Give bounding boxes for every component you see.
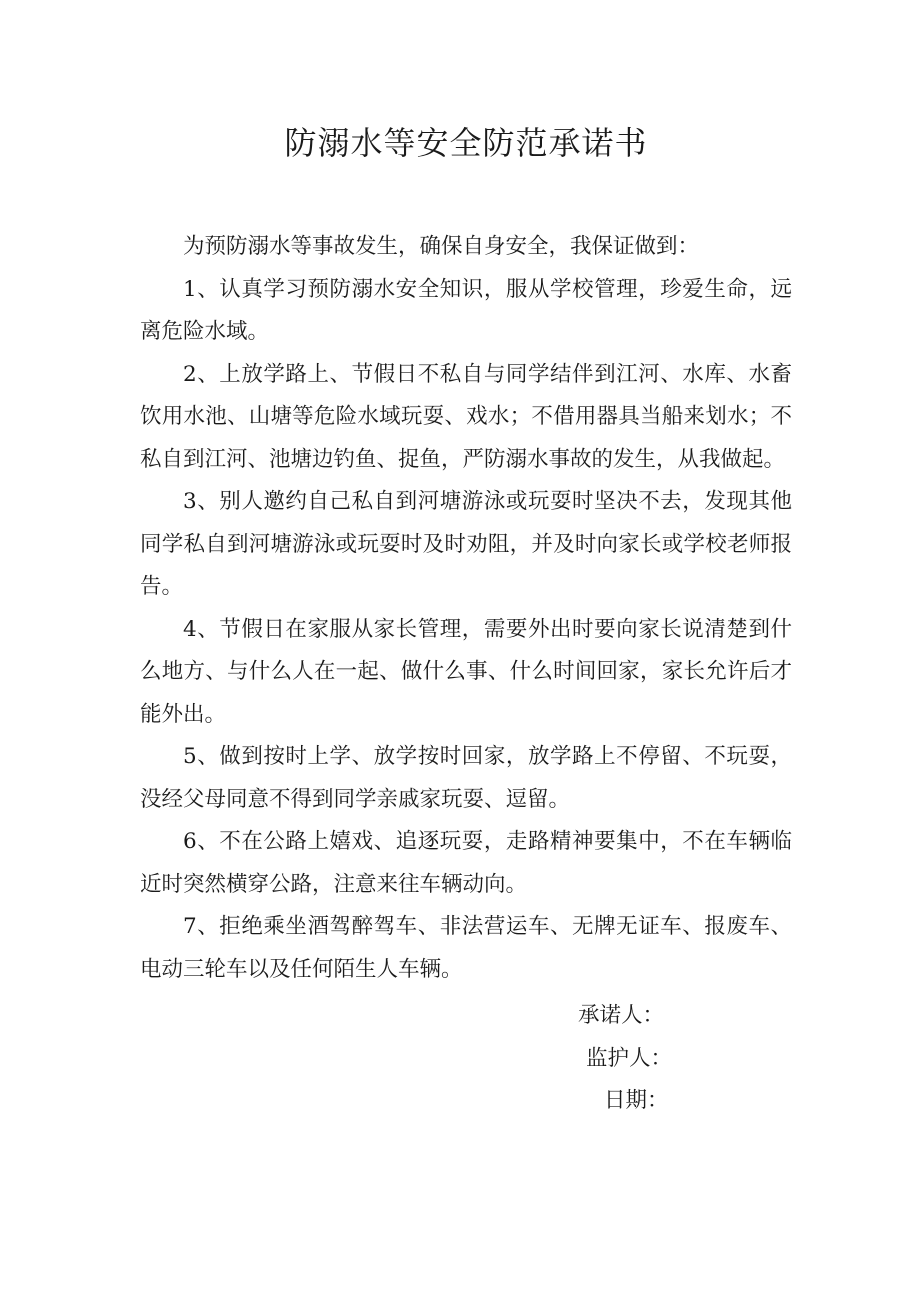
document-title: 防溺水等安全防范承诺书	[284, 124, 648, 162]
guardian-signature-label: 监护人：	[586, 1045, 673, 1071]
date-label: 日期：	[604, 1088, 669, 1113]
pledge-item-4: 4、节假日在家服从家长管理，需要外出时要向家长说清楚到什么地方、与什么人在一起、做什么事、什么时间回家，家长允许后才能外出。	[140, 616, 792, 727]
pledge-item-6: 6、不在公路上嬉戏、追逐玩耍，走路精神要集中，不在车辆临近时突然横穿公路，注意来往车辆动向。	[140, 829, 792, 897]
document-body	[140, 226, 792, 991]
promisor-signature-label: 承诺人：	[578, 1003, 665, 1028]
pledge-item-7: 7、拒绝乘坐酒驾醉驾车、非法营运车、无牌无证车、报废车、电动三轮车以及任何陌生人车辆。	[140, 914, 792, 982]
pledge-item-3: 3、别人邀约自己私自到河塘游泳或玩耍时坚决不去，发现其他同学私自到河塘游泳或玩耍时及时劝阻，并及时向家长或学校老师报告。	[140, 489, 792, 599]
pledge-item-2: 2、上放学路上、节假日不私自与同学结伴到江河、水库、水畜饮用水池、山塘等危险水域玩耍、戏水；不借用器具当船来划水；不私自到江河、池塘边钓鱼、捉鱼，严防溺水事故的发生，从我做起。	[140, 361, 792, 472]
pledge-item-5: 5、做到按时上学、放学按时回家，放学路上不停留、不玩耍，没经父母同意不得到同学亲戚家玩耍、逗留。	[140, 744, 792, 812]
signature-block	[578, 995, 792, 1123]
intro-paragraph: 为预防溺水等事故发生，确保自身安全，我保证做到：	[183, 234, 700, 259]
pledge-item-1: 1、认真学习预防溺水安全知识，服从学校管理，珍爱生命，远离危险水域。	[140, 276, 792, 344]
